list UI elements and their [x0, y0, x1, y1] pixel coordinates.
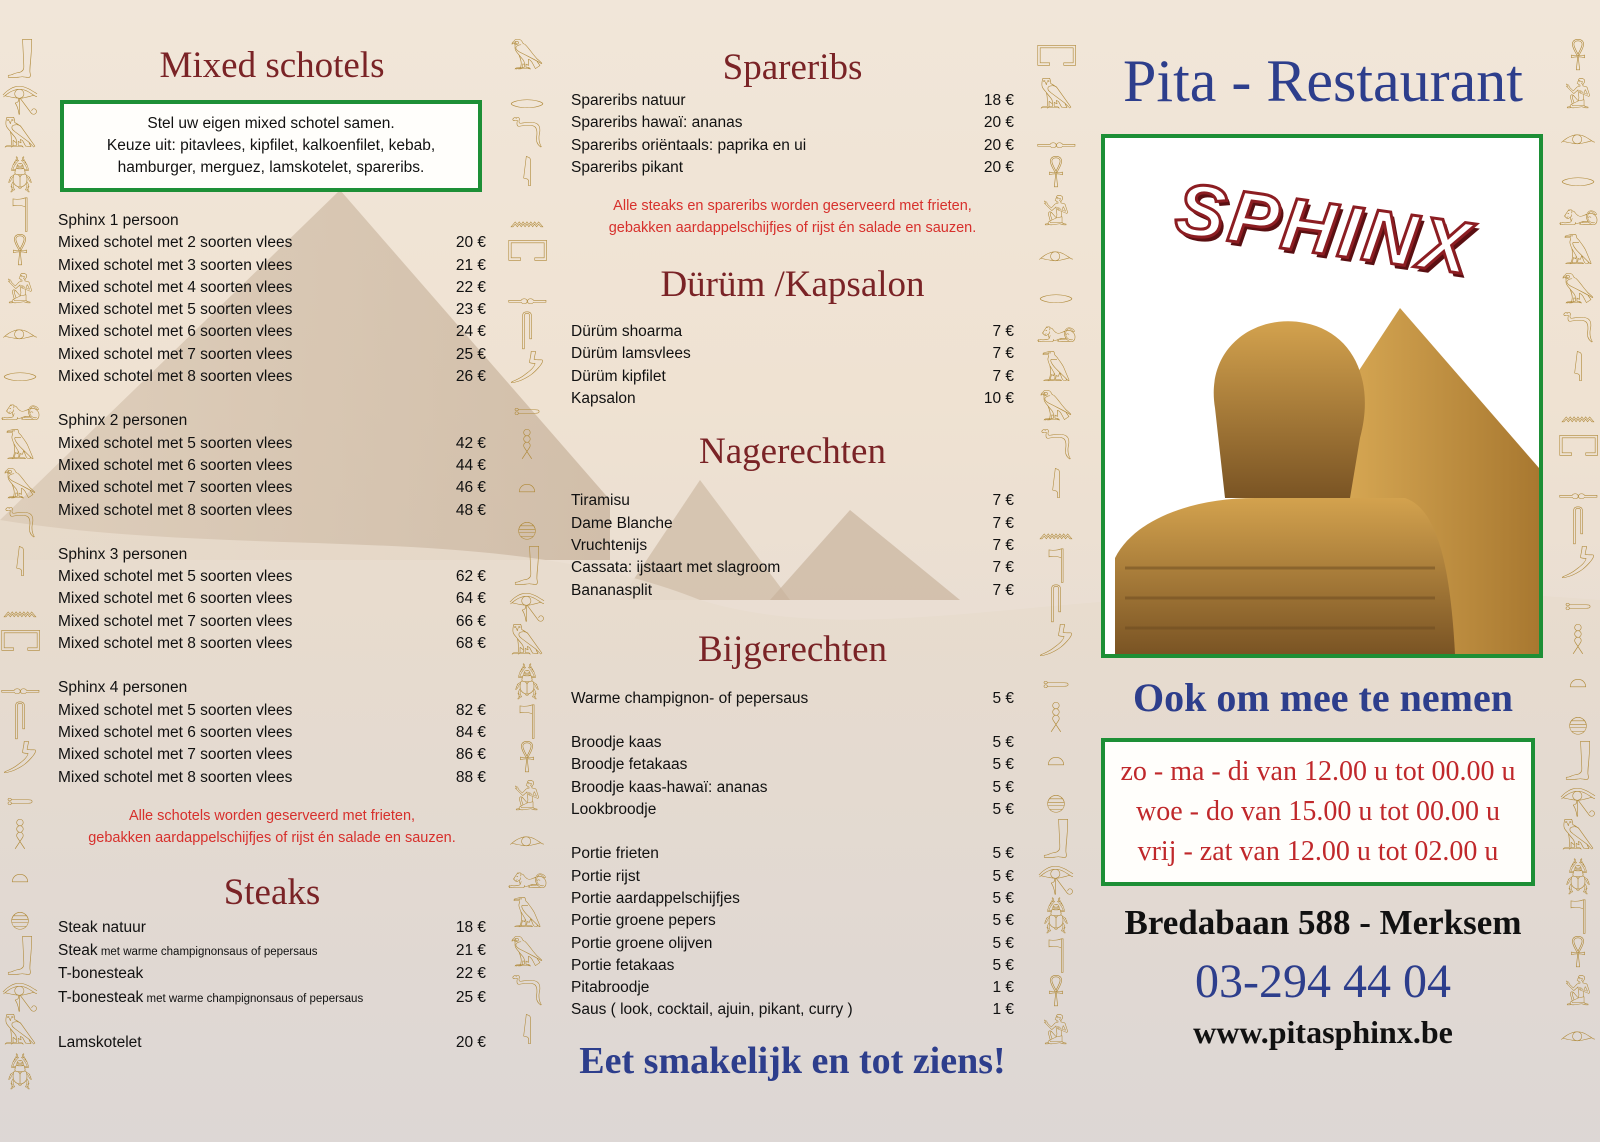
menu-item — [571, 535, 1014, 557]
item-price: 21 € — [455, 256, 486, 274]
item-name: Mixed schotel met 6 soorten vlees — [58, 456, 293, 474]
item-price: 25 € — [455, 345, 486, 363]
item-price: 5 € — [992, 867, 1014, 885]
item-name: Portie rijst — [571, 867, 640, 885]
item-name: Mixed schotel met 7 soorten vlees — [58, 345, 293, 363]
menu-item — [571, 799, 1014, 821]
menu-item — [571, 343, 1014, 365]
item-name: Portie frieten — [571, 845, 659, 863]
item-name: Lamskotelet — [58, 1034, 142, 1052]
spareribs-list — [571, 90, 1014, 179]
item-price: 18 € — [455, 918, 486, 936]
item-name: Portie groene pepers — [571, 912, 716, 930]
item-name: Steak — [58, 942, 98, 960]
item-suffix: met warme champignonsaus of pepersaus — [143, 992, 364, 1005]
sphinx-body — [1115, 498, 1455, 654]
item-price: 21 € — [455, 942, 486, 960]
intro-line: Stel uw eigen mixed schotel samen. — [147, 115, 395, 132]
item-price: 46 € — [455, 479, 486, 497]
item-name: Mixed schotel met 8 soorten vlees — [58, 501, 293, 519]
note-line: gebakken aardappelschijfjes of rijst én salade en sauzen. — [88, 829, 456, 846]
hieroglyph-strip-mid-right: 𓉐 𓅓 𓊃 𓋹 𓀀 𓁹 𓂋 𓃭 𓄿 𓅃 𓆓 𓇋 𓈖 𓊹 𓋴 𓌳 𓍿 𓎛 𓏏 𓐍 𓃀 𓂀 𓆣 𓊹 𓋹 𓀀 — [1036, 43, 1078, 1051]
item-name: Portie groene olijven — [571, 934, 713, 952]
item-name: Mixed schotel met 6 soorten vlees — [58, 323, 293, 341]
group-2 — [58, 410, 486, 521]
group-title: Sphinx 4 personen — [58, 679, 188, 697]
item-price: 1 € — [992, 1001, 1014, 1019]
item-price: 7 € — [992, 536, 1014, 554]
desserts-title: Nagerechten — [699, 431, 886, 473]
menu-item — [58, 588, 486, 610]
item-price: 26 € — [455, 368, 486, 386]
item-price: 20 € — [983, 158, 1014, 176]
item-price: 5 € — [992, 734, 1014, 752]
menu-item — [58, 500, 486, 522]
item-name: Spareribs pikant — [571, 158, 684, 176]
item-price: 66 € — [455, 612, 486, 630]
menu-item — [58, 611, 486, 633]
item-name: Cassata: ijstaart met slagroom — [571, 559, 781, 577]
note-line: Alle steaks en spareribs worden geserveerd met frieten, — [613, 198, 972, 215]
note-line: Alle schotels worden geserveerd met frieten, — [128, 807, 416, 824]
item-price: 82 € — [455, 701, 486, 719]
item-suffix: met warme champignonsaus of pepersaus — [97, 946, 318, 959]
item-price: 5 € — [992, 801, 1014, 819]
menu-item — [571, 557, 1014, 579]
item-name: Dürüm shoarma — [571, 323, 683, 341]
item-price: 7 € — [992, 581, 1014, 599]
menu-item — [58, 940, 486, 963]
item-price: 7 € — [992, 323, 1014, 341]
item-name: Mixed schotel met 6 soorten vlees — [58, 590, 293, 608]
item-price: 7 € — [992, 367, 1014, 385]
item-name: Portie aardappelschijfjes — [571, 889, 740, 907]
menu-item — [58, 917, 486, 940]
menu-item — [571, 513, 1014, 535]
item-price: 20 € — [455, 234, 486, 252]
menu-item — [58, 722, 486, 744]
hieroglyph-strip-right: 𓋹 𓀀 𓁹 𓂋 𓃭 𓄿 𓅃 𓆓 𓇋 𓈖 𓉐 𓊃 𓋴 𓌳 𓍿 𓎛 𓏏 𓐍 𓃀 𓂀 𓅓 𓆣 𓊹 𓋹 𓀀 𓁹 — [1558, 43, 1600, 1051]
menu-item — [571, 754, 1014, 776]
menu-item — [571, 321, 1014, 343]
menu-item — [571, 933, 1014, 955]
menu-item — [58, 767, 486, 789]
middle-column — [571, 46, 1014, 1084]
item-price: 62 € — [455, 568, 486, 586]
item-name: Vruchtenijs — [571, 536, 648, 554]
phone-number: 03-294 44 04 — [1195, 955, 1451, 1008]
menu-item — [571, 977, 1014, 999]
menu-item — [58, 700, 486, 722]
item-price: 22 € — [455, 278, 486, 296]
mixed-note — [58, 805, 486, 849]
item-name: Portie fetakaas — [571, 956, 675, 974]
menu-item — [571, 580, 1014, 602]
menu-item — [571, 388, 1014, 410]
menu-item — [58, 633, 486, 655]
menu-item — [571, 888, 1014, 910]
website-link[interactable]: www.pitasphinx.be — [1193, 1014, 1453, 1050]
desserts-list — [571, 490, 1014, 601]
item-name: Mixed schotel met 7 soorten vlees — [58, 612, 293, 630]
address: Bredabaan 588 - Merksem — [1124, 903, 1522, 942]
item-price: 5 € — [992, 689, 1014, 707]
menu-item — [58, 455, 486, 477]
sphinx-head — [1214, 321, 1365, 498]
intro-line: hamburger, merguez, lamskotelet, spareribs. — [117, 159, 425, 176]
item-name: Mixed schotel met 8 soorten vlees — [58, 368, 293, 386]
cover-panel — [1092, 44, 1554, 1052]
menu-item — [571, 866, 1014, 888]
closing-message: Eet smakelijk en tot ziens! — [579, 1039, 1006, 1082]
menu-item — [571, 366, 1014, 388]
steaks-list — [58, 917, 486, 1054]
menu-item — [58, 987, 486, 1010]
item-name: Dürüm kipfilet — [571, 367, 666, 385]
item-price: 88 € — [455, 768, 486, 786]
hours-line: zo - ma - di van 12.00 u tot 00.00 u — [1120, 756, 1516, 787]
menu-item — [571, 955, 1014, 977]
item-price: 5 € — [992, 845, 1014, 863]
item-price: 20 € — [455, 1034, 486, 1052]
item-name: T-bonesteak — [58, 988, 144, 1006]
item-price: 5 € — [992, 889, 1014, 907]
sides-list — [571, 688, 1014, 1022]
item-price: 25 € — [455, 988, 486, 1006]
item-price: 1 € — [992, 979, 1014, 997]
restaurant-title: Pita - Restaurant — [1123, 48, 1523, 114]
item-name: Dame Blanche — [571, 514, 673, 532]
menu-item — [58, 366, 486, 388]
spareribs-title: Spareribs — [722, 47, 863, 88]
group-3 — [58, 544, 486, 655]
item-price: 68 € — [455, 635, 486, 653]
item-name: Mixed schotel met 5 soorten vlees — [58, 434, 293, 452]
item-name: Steak natuur — [58, 918, 146, 936]
steaks-title: Steaks — [223, 871, 321, 913]
item-name: Mixed schotel met 5 soorten vlees — [58, 301, 293, 319]
item-name: Mixed schotel met 8 soorten vlees — [58, 635, 293, 653]
mixed-schotels-section — [58, 44, 486, 1054]
sphinx-logo: SPHINX — [1170, 166, 1480, 291]
item-name: Broodje fetakaas — [571, 756, 688, 774]
menu-item — [571, 490, 1014, 512]
menu-item — [58, 963, 486, 986]
item-price: 7 € — [992, 559, 1014, 577]
menu-item — [58, 433, 486, 455]
menu-item — [571, 999, 1014, 1021]
menu-item — [571, 112, 1014, 134]
group-title: Sphinx 2 personen — [58, 412, 188, 430]
item-name: Mixed schotel met 8 soorten vlees — [58, 768, 293, 786]
menu-item — [58, 744, 486, 766]
note-line: gebakken aardappelschijfjes of rijst én salade en sauzen. — [608, 220, 977, 237]
item-name: Pitabroodje — [571, 979, 650, 997]
item-name: T-bonesteak — [58, 965, 144, 983]
durum-title: Dürüm /Kapsalon — [660, 264, 925, 306]
item-name: Bananasplit — [571, 581, 653, 599]
hours-line: woe - do van 15.00 u tot 00.00 u — [1136, 796, 1500, 827]
durum-list — [571, 321, 1014, 410]
item-name: Mixed schotel met 5 soorten vlees — [58, 701, 293, 719]
takeaway-text: Ook om mee te nemen — [1133, 675, 1513, 720]
item-price: 23 € — [455, 301, 486, 319]
spareribs-note — [571, 195, 1014, 239]
item-price: 7 € — [992, 514, 1014, 532]
item-name: Mixed schotel met 5 soorten vlees — [58, 568, 293, 586]
menu-item — [571, 157, 1014, 179]
item-name: Broodje kaas-hawaï: ananas — [571, 778, 768, 796]
group-4 — [58, 677, 486, 788]
item-name: Mixed schotel met 6 soorten vlees — [58, 723, 293, 741]
item-name: Lookbroodje — [571, 801, 657, 819]
item-price: 5 € — [992, 756, 1014, 774]
item-name: Dürüm lamsvlees — [571, 345, 691, 363]
sphinx-image-box — [1101, 134, 1543, 658]
menu-item — [571, 910, 1014, 932]
group-1 — [58, 210, 486, 388]
item-price: 42 € — [455, 434, 486, 452]
menu-item — [58, 566, 486, 588]
item-name: Mixed schotel met 2 soorten vlees — [58, 234, 293, 252]
item-name: Saus ( look, cocktail, ajuin, pikant, curry ) — [571, 1001, 853, 1019]
item-price: 64 € — [455, 590, 486, 608]
menu-item — [571, 843, 1014, 865]
menu-item — [58, 477, 486, 499]
item-name: Tiramisu — [571, 492, 630, 510]
item-price: 5 € — [992, 934, 1014, 952]
group-title: Sphinx 1 persoon — [58, 212, 179, 229]
item-name: Kapsalon — [571, 390, 636, 408]
item-price: 84 € — [455, 723, 486, 741]
item-price: 20 € — [983, 136, 1014, 154]
menu-item — [571, 732, 1014, 754]
menu-item — [58, 277, 486, 299]
menu-item — [58, 1032, 486, 1054]
intro-line: Keuze uit: pitavlees, kipfilet, kalkoenfilet, kebab, — [106, 137, 436, 154]
menu-item — [571, 90, 1014, 112]
menu-item — [58, 299, 486, 321]
item-price: 24 € — [455, 323, 486, 341]
item-price: 44 € — [455, 456, 486, 474]
menu-item — [571, 777, 1014, 799]
item-price: 5 € — [992, 956, 1014, 974]
item-name: Spareribs oriëntaals: paprika en ui — [571, 136, 807, 154]
sides-title: Bijgerechten — [697, 628, 888, 670]
opening-hours-box — [1101, 738, 1535, 886]
menu-item — [58, 321, 486, 343]
item-price: 20 € — [983, 114, 1014, 132]
menu-item — [58, 232, 486, 254]
hieroglyph-strip-mid-left: 𓅃 𓂋 𓆓 𓇋 𓈖 𓉐 𓊃 𓋴 𓌳 𓍿 𓎛 𓏏 𓐍 𓃀 𓂀 𓅓 𓆣 𓊹 𓋹 𓀀 𓁹 𓃭 𓄿 𓅃 𓆓 𓇋 — [507, 43, 549, 1051]
item-name: Warme champignon- of pepersaus — [571, 689, 809, 707]
item-price: 5 € — [992, 912, 1014, 930]
item-name: Mixed schotel met 7 soorten vlees — [58, 479, 293, 497]
section-title: Mixed schotels — [159, 45, 385, 86]
item-name: Mixed schotel met 4 soorten vlees — [58, 278, 293, 296]
group-title: Sphinx 3 personen — [58, 545, 188, 563]
hieroglyph-strip-left: 𓃀 𓂀 𓅓 𓆣 𓊹 𓋹 𓀀 𓁹 𓂋 𓃭 𓄿 𓅃 𓆓 𓇋 𓈖 𓉐 𓊃 𓋴 𓌳 𓍿 𓎛 𓏏 𓐍 𓃀 𓂀 𓅓 𓆣 — [0, 43, 42, 1090]
item-name: Mixed schotel met 7 soorten vlees — [58, 746, 293, 764]
item-name: Spareribs hawaï: ananas — [571, 114, 743, 132]
menu-item — [571, 688, 1014, 710]
item-price: 10 € — [983, 390, 1014, 408]
item-price: 5 € — [992, 778, 1014, 796]
menu-item — [58, 344, 486, 366]
item-price: 22 € — [455, 965, 486, 983]
hours-line: vrij - zat van 12.00 u tot 02.00 u — [1137, 836, 1499, 867]
mixed-intro-box — [60, 100, 482, 192]
item-price: 48 € — [455, 501, 486, 519]
menu-item — [58, 255, 486, 277]
item-name: Broodje kaas — [571, 734, 662, 752]
item-name: Mixed schotel met 3 soorten vlees — [58, 256, 293, 274]
item-price: 18 € — [983, 92, 1014, 109]
item-price: 7 € — [992, 492, 1014, 510]
menu-item — [571, 135, 1014, 157]
item-name: Spareribs natuur — [571, 92, 686, 109]
item-price: 7 € — [992, 345, 1014, 363]
item-price: 86 € — [455, 746, 486, 764]
